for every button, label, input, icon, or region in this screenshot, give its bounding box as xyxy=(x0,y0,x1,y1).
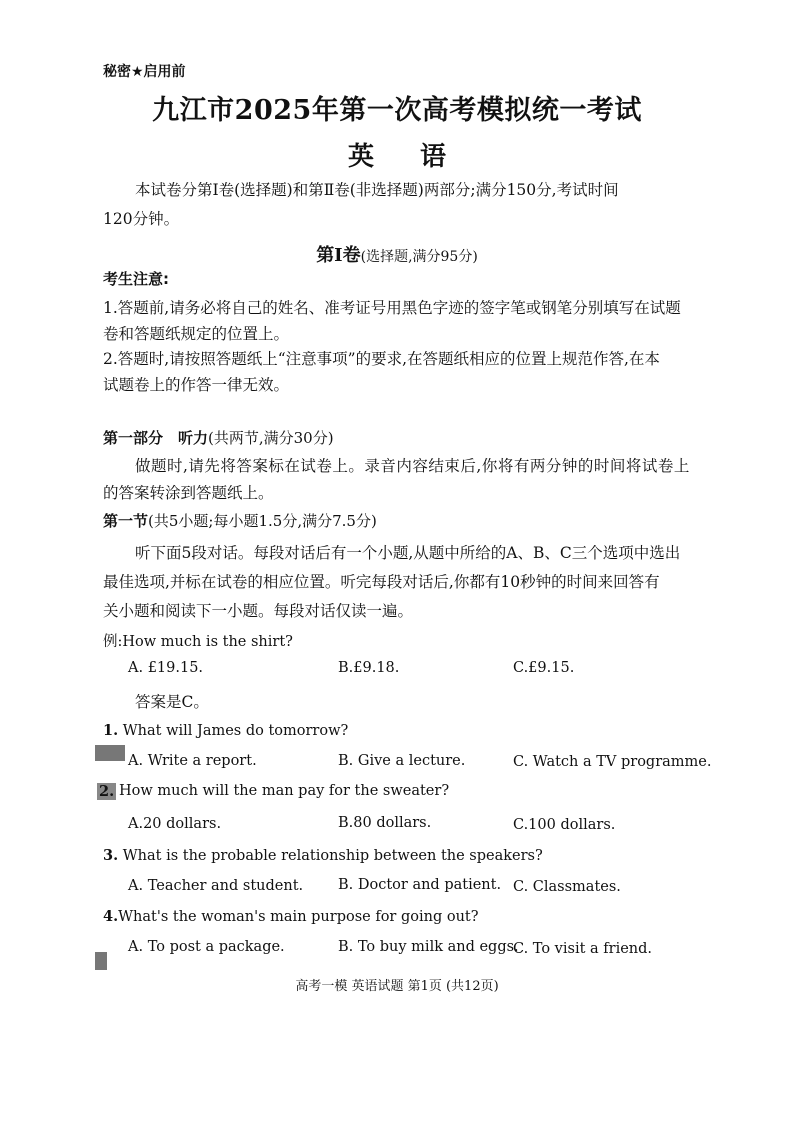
notice-heading: 考生注意: xyxy=(103,270,169,288)
question-2-option-c: C.100 dollars. xyxy=(513,817,616,833)
example-option-c: C.£9.15. xyxy=(513,660,575,676)
section1-line-2: 最佳选项,并标在试卷的相应位置。听完每段对话后,你都有10秒钟的时间来回答有 xyxy=(103,573,660,591)
part1-title: 第一部分 听力 xyxy=(103,429,209,447)
question-text: What will James do tomorrow? xyxy=(122,723,349,739)
example-question: 例:How much is the shirt? xyxy=(103,634,293,650)
volume-title: 第Ⅰ卷 xyxy=(316,245,361,266)
part1-directions-line-1: 做题时,请先将答案标在试卷上。录音内容结束后,你将有两分钟的时间将试卷上 xyxy=(135,457,690,475)
question-2: How much will the man pay for the sweater? xyxy=(119,783,450,799)
section1-line-3: 关小题和阅读下一小题。每段对话仅读一遍。 xyxy=(103,602,414,620)
question-2-option-b: B.80 dollars. xyxy=(338,815,432,831)
question-4-option-a: A. To post a package. xyxy=(128,939,285,955)
subject-title: 英语 xyxy=(347,142,492,172)
question-4-option-c: C. To visit a friend. xyxy=(513,941,653,957)
notice-item-2-line-1: 2.答题时,请按照答题纸上“注意事项”的要求,在答题纸相应的位置上规范作答,在本 xyxy=(103,350,660,368)
question-number: 2. xyxy=(99,783,115,800)
question-2-number xyxy=(97,783,118,800)
intro-line-1: 本试卷分第Ⅰ卷(选择题)和第Ⅱ卷(非选择题)两部分;满分150分,考试时间 xyxy=(135,181,619,199)
page-footer: 高考一模 英语试题 第1页 (共12页) xyxy=(295,979,499,994)
volume-note: (选择题,满分95分) xyxy=(360,249,478,265)
question-2-option-a: A.20 dollars. xyxy=(128,816,222,832)
notice-item-2-line-2: 试题卷上的作答一律无效。 xyxy=(103,376,290,394)
part1-directions-line-2: 的答案转涂到答题纸上。 xyxy=(103,484,274,502)
scan-mark xyxy=(95,745,125,761)
question-1-option-a: A. Write a report. xyxy=(128,753,257,769)
question-3-option-c: C. Classmates. xyxy=(513,879,621,895)
section1-sub: (共5小题;每小题1.5分,满分7.5分) xyxy=(148,512,377,530)
confidential-label: 秘密★启用前 xyxy=(103,64,186,80)
question-text: What's the woman's main purpose for going out? xyxy=(118,909,479,925)
question-3-option-b: B. Doctor and patient. xyxy=(338,877,502,893)
part1-sub: (共两节,满分30分) xyxy=(208,429,334,447)
question-1-option-b: B. Give a lecture. xyxy=(338,753,466,769)
scan-mark xyxy=(95,952,107,970)
question-text: What is the probable relationship between the speakers? xyxy=(122,848,543,864)
question-number: 4. xyxy=(103,908,119,925)
example-answer: 答案是C。 xyxy=(135,693,209,711)
notice-item-1-line-2: 卷和答题纸规定的位置上。 xyxy=(103,325,290,343)
intro-line-2: 120分钟。 xyxy=(103,210,180,228)
part1-heading xyxy=(103,427,334,448)
exam-title: 九江市2025年第一次高考模拟统一考试 xyxy=(152,95,642,126)
notice-item-1-line-1: 1.答题前,请务必将自己的姓名、准考证号用黑色字迹的签字笔或钢笔分别填写在试题 xyxy=(103,299,681,317)
question-number: 3. xyxy=(103,847,119,864)
question-4-option-b: B. To buy milk and eggs. xyxy=(338,939,519,955)
section1-line-1: 听下面5段对话。每段对话后有一个小题,从题中所给的A、B、C三个选项中选出 xyxy=(135,544,681,562)
question-1 xyxy=(103,722,348,739)
question-3-option-a: A. Teacher and student. xyxy=(128,878,304,894)
section1-heading xyxy=(103,510,377,531)
example-option-b: B.£9.18. xyxy=(338,660,400,676)
section1-title: 第一节 xyxy=(103,512,149,530)
volume-heading xyxy=(0,241,794,267)
question-4 xyxy=(103,908,479,925)
example-option-a: A. £19.15. xyxy=(128,660,204,676)
question-3 xyxy=(103,847,543,864)
question-1-option-c: C. Watch a TV programme. xyxy=(513,754,712,770)
question-number: 1. xyxy=(103,722,119,739)
